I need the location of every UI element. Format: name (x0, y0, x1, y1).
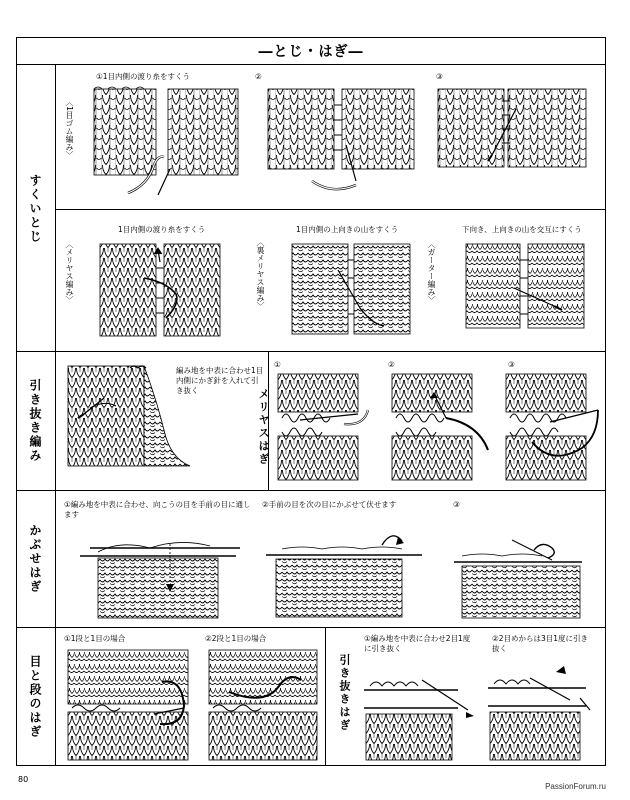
caption-meriyasu-step1: ① (274, 360, 281, 369)
section-label-meriyasu-hagi: メリヤスはぎ (257, 388, 270, 466)
watermark: PassionForum.ru (545, 782, 606, 791)
title-bar (16, 37, 606, 65)
caption-hikinuki-hagi-step1: ①編み地を中表に合わせ2目1度に引き抜く (364, 634, 471, 653)
illustration-bind-off-seam-step3 (452, 520, 602, 622)
caption-medan-step1: ①1段と1目の場合 (64, 634, 126, 643)
vlabel-reverse-stockinette: 〈裏メリヤス編み〉 (256, 238, 265, 310)
caption-sukui-step2: ② (255, 72, 262, 81)
section-label-medan: 目と段のはぎ (16, 628, 56, 766)
illustration-stockinette-seam (96, 238, 226, 343)
caption-reverse-stockinette: 1目内側の上向きの山をすくう (296, 225, 399, 234)
section-label-sukui: すくいとじ (16, 65, 56, 352)
caption-medan-step2: ②2段と1目の場合 (205, 634, 267, 643)
caption-slip-stitch-seam: 編み地を中表に合わせ1目内側にかぎ針を入れて引き抜く (176, 366, 264, 395)
caption-hikinuki-hagi-step2: ②2目めからは3目1度に引き抜く (492, 634, 589, 653)
illustration-bind-off-seam-step2 (262, 515, 442, 622)
caption-kabuse-step3: ③ (453, 500, 460, 509)
caption-kabuse-step1: ①編み地を中表に合わせ、向こうの目を手前の目に通します (64, 500, 251, 519)
illustration-kitchener-step1 (274, 370, 384, 485)
vlabel-rib: 〈1目ゴム編み〉 (65, 98, 74, 160)
divider-kabuse (16, 490, 606, 491)
illustration-slip-stitch-bind-step2 (486, 664, 602, 764)
vlabel-stockinette: 〈メリヤス編み〉 (65, 240, 74, 304)
section-label-hikinuki-hagi: 引き抜きはぎ (338, 654, 351, 732)
page-title: ―とじ・はぎ― (258, 43, 364, 60)
illustration-kitchener-step3 (502, 370, 606, 485)
divider-medan (16, 627, 606, 628)
caption-sukui-step3: ③ (436, 72, 443, 81)
caption-meriyasu-step3: ③ (508, 360, 515, 369)
divider-hikinuki (16, 351, 606, 352)
illustration-rib-step3 (432, 85, 592, 200)
illustration-row-to-stitch-step1 (64, 646, 202, 764)
illustration-slip-stitch-bind-step1 (362, 664, 482, 764)
illustration-bind-off-seam-step1 (70, 530, 250, 622)
caption-sukui-step1: ①1目内側の渡り糸をすくう (96, 72, 190, 81)
vlabel-garter: 〈ガーター編み〉 (427, 240, 436, 304)
caption-kabuse-step2: ②手前の目を次の目にかぶせて伏せます (262, 500, 397, 509)
caption-stockinette: 1目内側の渡り糸をすくう (118, 225, 206, 234)
divider-medan-hikinuki (325, 628, 326, 766)
illustration-kitchener-step2 (388, 370, 500, 485)
divider-sukui-rows (56, 209, 606, 210)
illustration-reverse-stockinette-seam (288, 238, 416, 343)
caption-garter: 下向き、上向きの山を交互にすくう (462, 225, 582, 234)
illustration-rib-step1 (88, 85, 248, 200)
section-label-kabuse: かぶせはぎ (16, 491, 56, 627)
caption-meriyasu-step2: ② (388, 360, 395, 369)
illustration-row-to-stitch-step2 (205, 646, 323, 764)
illustration-garter-seam (462, 238, 590, 338)
section-label-hikinuki-ami: 引き抜き編み (16, 352, 56, 490)
page-number: 80 (18, 775, 29, 784)
illustration-rib-step2 (262, 85, 422, 200)
